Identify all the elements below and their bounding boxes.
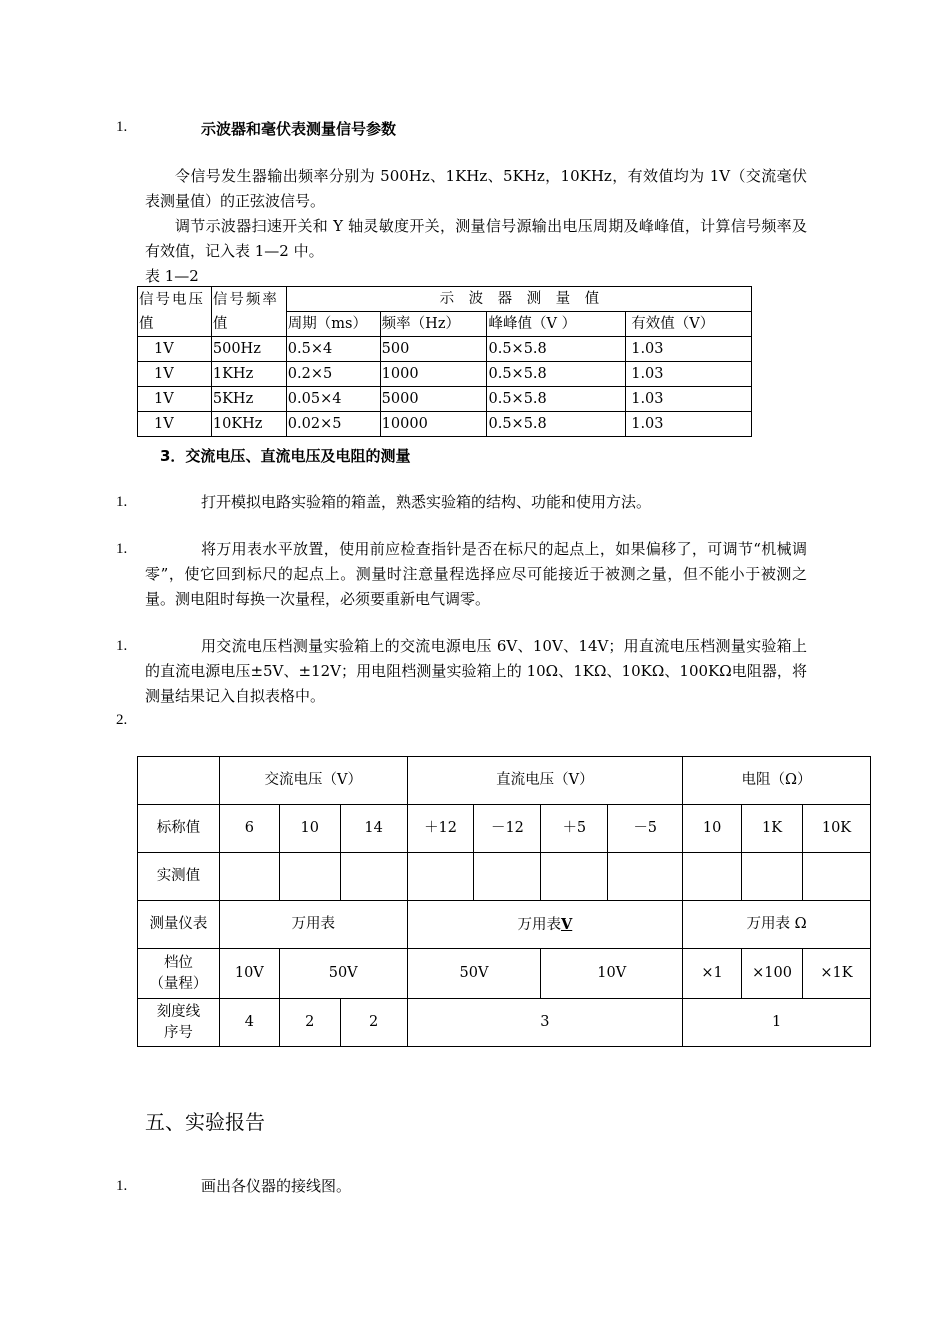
header-rms: 有效值（V） xyxy=(626,312,752,337)
cell: 1.03 xyxy=(626,387,752,412)
row-label-measured: 实测值 xyxy=(138,853,220,901)
paragraph: 将万用表水平放置，使用前应检查指针是否在标尺的起点上，如果偏移了，可调节“机械调零”，使它回到标尺的起点上。测量时注意量程选择应尽可能接近于被测之量，但不能小于被测之量。测电阻时每换一次量程，必须要重新电气调零。 xyxy=(145,540,807,608)
cell: 500 xyxy=(380,337,487,362)
paragraph: 令信号发生器输出频率分别为 500Hz、1KHz、5KHz，10KHz，有效值均为 1V（交流毫伏表测量值）的正弦波信号。 xyxy=(145,167,807,210)
cell xyxy=(407,901,683,949)
cell: 10 xyxy=(683,805,742,853)
empty-cell xyxy=(742,853,803,901)
header-voltage: 信号电压值 xyxy=(138,287,212,337)
section-heading: 五、实验报告 xyxy=(145,1110,265,1134)
header-freq2: 频率（Hz） xyxy=(380,312,487,337)
empty-cell xyxy=(407,853,474,901)
cell: 1 xyxy=(683,999,871,1047)
empty-cell xyxy=(802,853,870,901)
cell: 10 xyxy=(279,805,340,853)
label-line: 档位 xyxy=(163,954,193,971)
list-number: 1. xyxy=(116,541,128,557)
cell: 1.03 xyxy=(626,412,752,437)
row-label-scale xyxy=(138,999,220,1047)
header-period: 周期（ms） xyxy=(286,312,380,337)
header-scope: 示 波 器 测 量 值 xyxy=(286,287,751,312)
cell: 1.03 xyxy=(626,362,752,387)
cell: 10K xyxy=(802,805,870,853)
section-heading: 示波器和毫伏表测量信号参数 xyxy=(201,120,397,138)
cell: 1V xyxy=(138,362,212,387)
cell: 10KHz xyxy=(211,412,286,437)
cell-text: 万用表 xyxy=(517,916,561,933)
cell: 万用表 xyxy=(219,901,407,949)
table-label: 表 1—2 xyxy=(145,267,199,285)
cell: ×1K xyxy=(802,949,870,999)
list-number: 1. xyxy=(116,494,128,510)
corner-cell xyxy=(138,757,220,805)
empty-cell xyxy=(279,853,340,901)
list-number: 1. xyxy=(116,638,128,654)
paragraph: 打开模拟电路实验箱的箱盖，熟悉实验箱的结构、功能和使用方法。 xyxy=(201,493,652,511)
cell: －12 xyxy=(474,805,541,853)
cell: ×1 xyxy=(683,949,742,999)
cell: 2 xyxy=(340,999,407,1047)
cell: 0.5×5.8 xyxy=(487,362,626,387)
cell: 50V xyxy=(279,949,407,999)
empty-cell xyxy=(608,853,683,901)
cell: 5KHz xyxy=(211,387,286,412)
empty-cell xyxy=(541,853,608,901)
row-label-range xyxy=(138,949,220,999)
cell: 1K xyxy=(742,805,803,853)
cell: 0.2×5 xyxy=(286,362,380,387)
row-label-nominal: 标称值 xyxy=(138,805,220,853)
table-multimeter xyxy=(137,756,871,1047)
cell: －5 xyxy=(608,805,683,853)
cell: 10V xyxy=(219,949,279,999)
cell: 4 xyxy=(219,999,279,1047)
label-line: 刻度线 xyxy=(156,1003,201,1020)
cell: 万用表 Ω xyxy=(683,901,871,949)
cell: ×100 xyxy=(742,949,803,999)
cell: 1V xyxy=(138,337,212,362)
empty-cell xyxy=(219,853,279,901)
paragraph: 用交流电压档测量实验箱上的交流电源电压 6V、10V、14V；用直流电压档测量实验箱上的直流电源电压±5V、±12V；用电阻档测量实验箱上的 10Ω、1KΩ、10KΩ、100KΩ电阻器，将测量结果记入自拟表格中。 xyxy=(145,637,807,705)
cell: 0.5×4 xyxy=(286,337,380,362)
cell: 1KHz xyxy=(211,362,286,387)
cell: 50V xyxy=(407,949,541,999)
cell: 6 xyxy=(219,805,279,853)
cell: 3 xyxy=(407,999,683,1047)
header-frequency: 信号频率值 xyxy=(211,287,286,337)
header-dc: 直流电压（V） xyxy=(407,757,683,805)
cell: 0.5×5.8 xyxy=(487,412,626,437)
cell: 0.02×5 xyxy=(286,412,380,437)
header-peak: 峰峰值（V ） xyxy=(487,312,626,337)
cell: ＋5 xyxy=(541,805,608,853)
header-resistance: 电阻（Ω） xyxy=(683,757,871,805)
table-row xyxy=(138,362,752,387)
cell: 10V xyxy=(541,949,683,999)
list-number: 1. xyxy=(116,119,128,135)
cell: 14 xyxy=(340,805,407,853)
paragraph: 调节示波器扫速开关和 Y 轴灵敏度开关，测量信号源输出电压周期及峰峰值，计算信号频率及有效值，记入表 1—2 中。 xyxy=(145,217,807,260)
cell: 1V xyxy=(138,387,212,412)
empty-cell xyxy=(340,853,407,901)
paragraph: 画出各仪器的接线图。 xyxy=(201,1177,352,1195)
cell: 0.05×4 xyxy=(286,387,380,412)
table-row xyxy=(138,337,752,362)
cell: 10000 xyxy=(380,412,487,437)
cell: 0.5×5.8 xyxy=(487,387,626,412)
empty-cell xyxy=(683,853,742,901)
cell: 2 xyxy=(279,999,340,1047)
header-ac: 交流电压（V） xyxy=(219,757,407,805)
table-row xyxy=(138,387,752,412)
list-number: 1. xyxy=(116,1178,128,1194)
cell: 5000 xyxy=(380,387,487,412)
empty-cell xyxy=(474,853,541,901)
list-number: 2. xyxy=(116,712,128,728)
cell: 1V xyxy=(138,412,212,437)
label-line: 序号 xyxy=(163,1024,193,1041)
cell: 500Hz xyxy=(211,337,286,362)
table-oscilloscope xyxy=(137,286,752,437)
section-heading: 3．交流电压、直流电压及电阻的测量 xyxy=(160,447,411,465)
cell: 1.03 xyxy=(626,337,752,362)
label-line: （量程） xyxy=(149,975,208,992)
dc-symbol: V xyxy=(560,915,573,933)
cell: 1000 xyxy=(380,362,487,387)
cell: 0.5×5.8 xyxy=(487,337,626,362)
table-row xyxy=(138,412,752,437)
row-label-instrument: 测量仪表 xyxy=(138,901,220,949)
cell: ＋12 xyxy=(407,805,474,853)
